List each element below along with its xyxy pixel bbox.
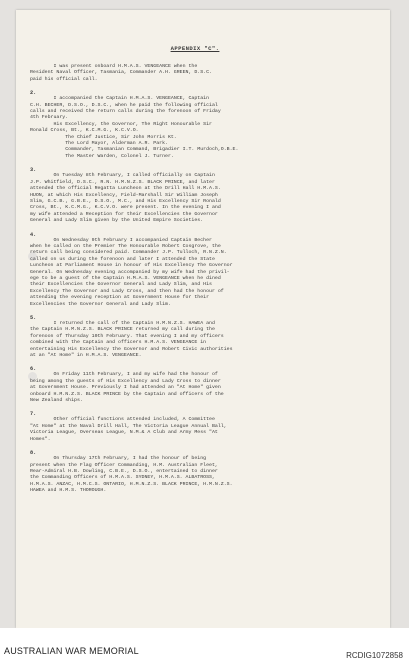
paragraph-text: I was present onboard H.M.A.S. VENGEANCE when the Resident Naval Officer, Tasmania, Commander A.H. GREEN, D.S.C. paid his official call.	[30, 64, 212, 82]
paragraph-text: I accompanied the Captain H.M.A.S. VENGEANCE, Captain C.H. BECHER, D.S.O., D.S.C., when he paid the following official calls and received the return calls during the forenoon of Friday 4th February. His Excellency, the Governor, The Right Honourable Sir Ronald Cross, Bt., K.C.M.G., K.C.V.O. The Chief Justice, Sir John Morris Kt. The Lord Mayor, Alderman A.R. Park. Commander, Tasmanian Command, Brigadier I.T. Murdoch,O.B.E. The Master Warden, Colonel J. Turner.	[30, 96, 239, 159]
paragraph-number: 2.	[30, 90, 37, 97]
paragraph-number: 3.	[30, 167, 37, 174]
paragraph-text: On Thursday 17th February, I had the honour of being present when the Flag Officer Commanding, H.M. Australian Fleet, Rear-Admiral H.B. Dowling, C.B.E., D.S.O., entertained to dinner the Commanding Officers of H.M.A.S. SYDNEY, H.M.A.S. ALBATROSS, H.M.A.S. ANZAC, H.M.C.S. ONTARIO, H.M.N.Z.S. BLACK PRINCE, H.M.N.Z.S. HAWEA and H.M.S. THOROUGH.	[30, 456, 233, 494]
paragraph-6	[30, 366, 360, 404]
paragraph-text: I returned the call of the Captain H.M.N.Z.S. HAWEA and the Captain H.M.N.Z.S. BLACK PRINCE returned my call during the forenoon of Thursday 10th February. That evening I and my officers combined with the Captain and officers H.M.A.S. VENGEANCE in entertaining His Excellency the Governor and Robert Civic authorities at an "At Home" in H.M.A.S. VENGEANCE.	[30, 321, 233, 359]
paragraph-4	[30, 232, 360, 308]
archive-footer	[0, 628, 409, 666]
document-body	[30, 14, 360, 495]
paragraph-1	[30, 64, 360, 83]
paragraph-8	[30, 450, 360, 494]
paragraph-number: 4.	[30, 231, 37, 238]
paragraph-number: 7.	[30, 411, 37, 418]
paragraph-text: Other official functions attended included, A Committee "At Home" at the Naval Drill Hall, The Victoria League Annual Ball, Victoria League, Overseas League, N.M.& A Club and Army Mess "At Homes".	[30, 417, 227, 442]
paragraph-text: On Wednesday 9th February I accompanied Captain Becher when he called on the Premier The Honourable Robert Cosgrove, the return call being considered paid. Commander J.P. Tulloch, R.N.Z.N. called on us during the forenoon and later I attended the State Luncheon at Parliament House in honour of His Excellency The Governor General. On Wednesday evening accompanied by my wife had the privil- ege to be a guest of the Captain H.M.A.S. VENGEANCE when he dined their Excellencies the Governor General and Lady Slim, and His Excellency The Governor and Lady Cross, and then had the honour of attending the evening reception at Government House for their Excellencies the Governor General and Lady Slim.	[30, 237, 233, 307]
paragraph-5	[30, 315, 360, 359]
paragraph-number: 5.	[30, 315, 37, 321]
appendix-heading: APPENDIX "C".	[170, 45, 220, 52]
paragraph-7	[30, 411, 360, 443]
paragraph-number: 6.	[30, 366, 37, 373]
paragraph-text: On Tuesday 8th February, I called officially on Captain J.P. Whitfield, D.S.C., R.N. H.M.N.Z.S. BLACK PRINCE, and later attended the official Regatta Luncheon at the Drill Hall H.M.A.S. HUON, at which His Excellency, Field-Marshall Sir William Joseph Slim, G.C.B., G.B.E., D.S.O., M.C., and His Excellency Sir Ronald Cross, Bt., K.C.M.G., K.C.V.O. were present. In the evening I and my wife attended a Reception for their Excellencies the Governor General and Lady Slim given by the United Empire Societies.	[30, 173, 221, 224]
paragraph-text: On Friday 11th February, I and my wife had the honour of being among the guests of His Excellency and Lady Cross to dinner at Government House. Previously I had attended an "At Home" given onboard H.M.N.Z.S. BLACK PRINCE by the Captain and officers of the New Zealand ships.	[30, 372, 224, 404]
paragraph-3	[30, 167, 360, 224]
paragraph-2	[30, 90, 360, 160]
archive-name: AUSTRALIAN WAR MEMORIAL	[4, 646, 139, 656]
paragraph-number: 8.	[30, 450, 37, 457]
record-id: RCDIG1072858	[346, 651, 403, 660]
